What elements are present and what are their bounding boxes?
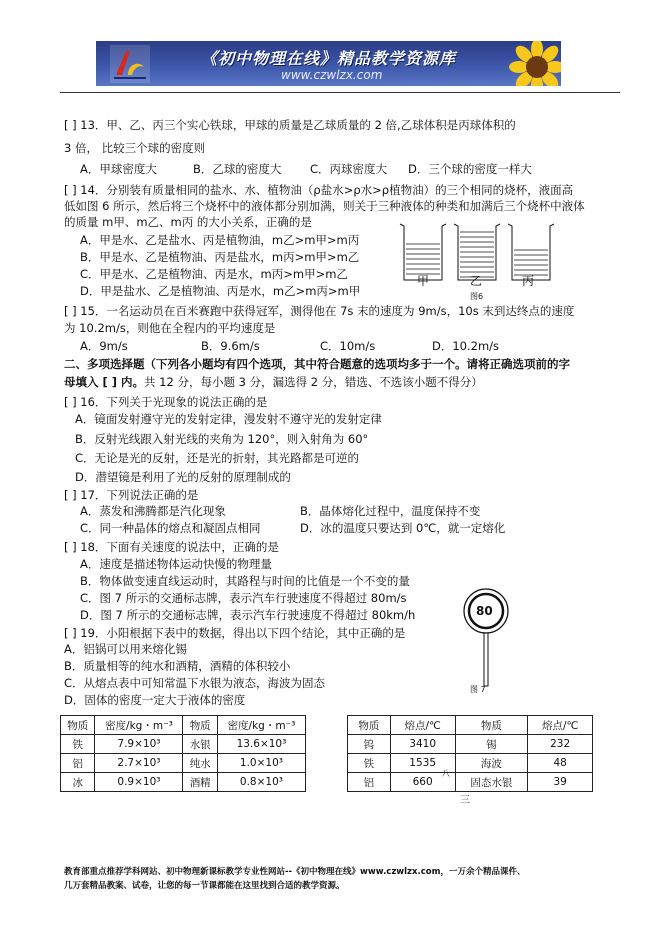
q16-option-c: C．无论是光的反射，还是光的折射，其光路都是可逆的 [75, 451, 360, 465]
sunflower-icon [507, 41, 561, 86]
q13-option-d: D．三个球的密度一样大 [408, 162, 532, 176]
q17-option-d: D．冰的温度只要达到 0℃，就一定熔化 [300, 521, 506, 535]
table-cell: 0.8×10³ [217, 773, 305, 792]
table-header-row [61, 716, 306, 735]
table-row [348, 754, 593, 773]
q14-option-d: D．甲是盐水、乙是植物油、丙是水，m乙>m丙>m甲 [80, 284, 361, 298]
table-cell: 1.0×10³ [217, 754, 305, 773]
banner-url: www.czwlzx.com [281, 68, 383, 82]
figure-6-caption: 图6 [470, 292, 484, 301]
q17-option-a: A．蒸发和沸腾都是汽化现象 [80, 504, 226, 518]
figure-7-caption: 图 7 [470, 685, 486, 694]
stray-mark-san: 三 [460, 795, 470, 806]
q16-option-b: B．反射光线跟入射光线的夹角为 120°，则入射角为 60° [75, 432, 369, 446]
figure-7-speed-sign [462, 588, 510, 688]
table-cell: 海波 [455, 754, 528, 773]
table-cell: 3410 [390, 735, 455, 754]
q18-option-c: C．图 7 所示的交通标志牌，表示汽车行驶速度不得超过 80m/s [80, 591, 407, 605]
header-rule [60, 92, 620, 93]
q17-option-c: C．同一种晶体的熔点和凝固点相同 [80, 521, 261, 535]
density-table [60, 715, 306, 792]
q13-option-c: C．丙球密度大 [310, 162, 388, 176]
q15-option-a: A．9m/s [80, 339, 128, 353]
table-cell: 锡 [455, 735, 528, 754]
q14-stem-line2: 低如图 6 所示，然后将三个烧杯中的液体都分别加满，则关于三种液体的种类和加满后三个烧杯中液体 [64, 199, 585, 213]
table-header-cell: 物质 [348, 716, 391, 735]
beaker-label-yi: 乙 [470, 274, 483, 288]
section-2-heading-line1: 二、多项选择题（下列各小题均有四个选项，其中符合题意的选项均多于一个。请将正确选项前的字 [64, 357, 570, 371]
q16-option-d: D．潜望镜是利用了光的反射的原理制成的 [75, 470, 291, 484]
table-cell: 39 [528, 773, 593, 792]
q13-option-a: A．甲球密度大 [80, 162, 157, 176]
q15-stem-line2: 为 10.2m/s，则他在全程内的平均速度是 [64, 321, 276, 335]
table-cell: 660 [390, 773, 455, 792]
q18-option-b: B．物体做变速直线运动时，其路程与时间的比值是一个不变的量 [80, 574, 410, 588]
table-cell: 7.9×10³ [95, 735, 183, 754]
table-row [348, 735, 593, 754]
q14-stem-line1: [ ] 14．分别装有质量相同的盐水、水、植物油（ρ盐水>ρ水>ρ植物油）的三个相同的烧杯，液面高 [64, 183, 574, 197]
table-cell: 钨 [348, 735, 391, 754]
q19-option-d: D．固体的密度一定大于液体的密度 [64, 693, 246, 707]
page-footer [64, 865, 604, 893]
q17-option-b: B．晶体熔化过程中，温度保持不变 [300, 504, 481, 518]
table-header-cell: 密度/kg・m⁻³ [95, 716, 183, 735]
table-cell: 1535 [390, 754, 455, 773]
q19-option-b: B．质量相等的纯水和酒精，酒精的体积较小 [64, 659, 291, 673]
q18-option-a: A．速度是描述物体运动快慢的物理量 [80, 557, 272, 571]
q19-option-c: C．从熔点表中可知常温下水银为液态，海波为固态 [64, 676, 326, 690]
footer-line-2: 几万套精品教案、试卷，让您的每一节课都能在这里找到合适的教学资源。 [64, 881, 345, 891]
q18-option-d: D．图 7 所示的交通标志牌，表示汽车行驶速度不得超过 80km/h [80, 608, 416, 622]
table-cell: 48 [528, 754, 593, 773]
q13-option-b: B．乙球的密度大 [193, 162, 282, 176]
section-2-heading-bold: 母填入 [ ] 内。 [64, 375, 145, 389]
table-row [61, 754, 306, 773]
q15-option-d: D．10.2m/s [432, 339, 500, 353]
table-cell: 铝 [348, 773, 391, 792]
beaker-label-bing: 丙 [522, 274, 535, 288]
table-cell: 固态水银 [455, 773, 528, 792]
table-row [348, 773, 593, 792]
q14-option-b: B．甲是水、乙是植物油、丙是盐水，m丙>m甲>m乙 [80, 250, 360, 264]
q19-stem: [ ] 19．小阳根据下表中的数据，得出以下四个结论，其中正确的是 [64, 626, 406, 640]
table-header-cell: 熔点/℃ [528, 716, 593, 735]
table-header-cell: 熔点/℃ [390, 716, 455, 735]
table-cell: 铁 [61, 735, 95, 754]
q14-option-a: A．甲是水、乙是盐水、丙是植物油，m乙>m甲>m丙 [80, 233, 360, 247]
q16-option-a: A．镜面发射遵守光的发射定律，漫发射不遵守光的发射定律 [75, 412, 382, 426]
q18-stem: [ ] 18．下面有关速度的说法中，正确的是 [64, 540, 279, 554]
table-cell: 铁 [348, 754, 391, 773]
table-cell: 酒精 [183, 773, 217, 792]
header-banner [96, 41, 561, 86]
q14-stem-line3: 的质量 m甲、m乙、m丙 的大小关系，正确的是 [64, 215, 312, 229]
beaker-label-jia: 甲 [417, 274, 430, 288]
table-cell: 0.9×10³ [95, 773, 183, 792]
table-cell: 232 [528, 735, 593, 754]
section-2-heading-line2 [64, 374, 483, 390]
q13-stem-line1: [ ] 13．甲、乙、丙三个实心铁球，甲球的质量是乙球质量的 2 倍,乙球体积是丙球体积的 [64, 118, 516, 132]
section-2-heading-rest: 共 12 分，每小题 3 分，漏选得 2 分，错选、不选该小题不得分） [144, 375, 483, 389]
table-header-cell: 密度/kg・m⁻³ [217, 716, 305, 735]
q19-option-a: A．铝锅可以用来熔化锡 [64, 642, 187, 656]
q15-stem-line1: [ ] 15．一名运动员在百米赛跑中获得冠军，测得他在 7s 末的速度为 9m/s，10s 末到达终点的速度 [64, 304, 575, 318]
q13-stem-line2: 3 倍， 比较三个球的密度则 [64, 141, 206, 155]
q15-option-c: C．10m/s [320, 339, 376, 353]
melting-point-table [347, 715, 593, 792]
table-cell: 纯水 [183, 754, 217, 773]
table-cell: 冰 [61, 773, 95, 792]
table-cell: 铝 [61, 754, 95, 773]
table-header-cell: 物质 [183, 716, 217, 735]
footer-line-1: 教育部重点推荐学科网站、初中物理新课标教学专业性网站--《初中物理在线》www.czwlzx.com，一万余个精品课件、 [64, 867, 526, 877]
site-logo-icon [110, 45, 150, 83]
q16-stem: [ ] 16．下列关于光现象的说法正确的是 [64, 395, 268, 409]
banner-title: 《初中物理在线》精品教学资源库 [201, 49, 457, 68]
q17-stem: [ ] 17．下列说法正确的是 [64, 488, 199, 502]
table-header-cell: 物质 [455, 716, 528, 735]
stray-mark-ba: 八 [442, 769, 450, 778]
table-header-cell: 物质 [61, 716, 95, 735]
table-header-row [348, 716, 593, 735]
table-cell: 13.6×10³ [217, 735, 305, 754]
table-row [61, 773, 306, 792]
table-row [61, 735, 306, 754]
q15-option-b: B．9.6m/s [201, 339, 260, 353]
speed-sign-value: 80 [476, 604, 493, 618]
q14-option-c: C．甲是水、乙是植物油、丙是水，m丙>m甲>m乙 [80, 267, 348, 281]
table-cell: 水银 [183, 735, 217, 754]
table-cell: 2.7×10³ [95, 754, 183, 773]
